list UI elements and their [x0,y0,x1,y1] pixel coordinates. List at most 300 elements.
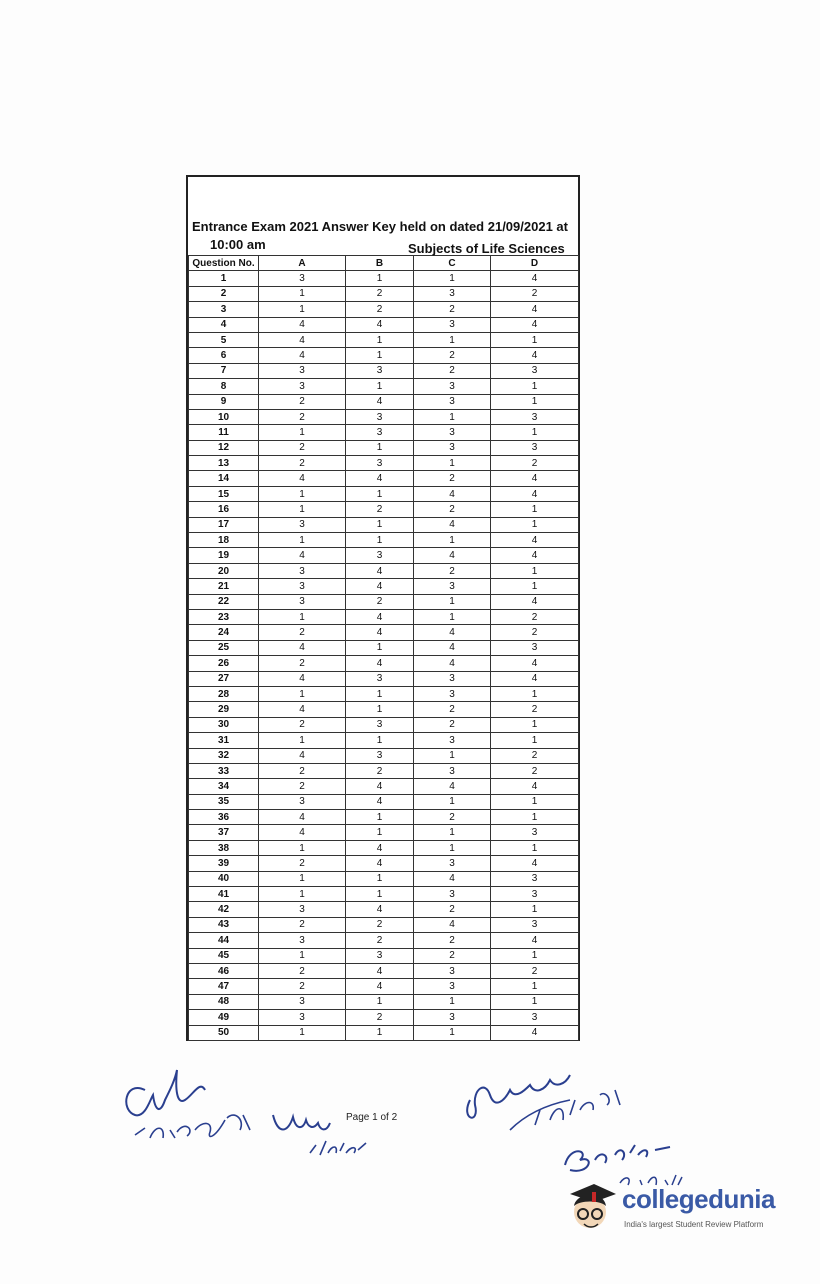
answer-c-cell: 3 [414,733,491,748]
answer-c-cell: 1 [414,409,491,424]
table-row [189,702,579,717]
answer-d-cell: 3 [491,640,579,655]
answer-c-cell: 3 [414,440,491,455]
answer-c-cell: 2 [414,702,491,717]
question-number-cell: 47 [189,979,259,994]
answer-c-cell: 1 [414,456,491,471]
answer-c-cell: 4 [414,548,491,563]
answer-d-cell: 3 [491,363,579,378]
answer-c-cell: 1 [414,794,491,809]
question-number-cell: 2 [189,286,259,301]
question-number-cell: 30 [189,717,259,732]
answer-a-cell: 4 [259,810,346,825]
answer-c-cell: 3 [414,856,491,871]
table-row [189,748,579,763]
answer-a-cell: 2 [259,856,346,871]
question-number-cell: 29 [189,702,259,717]
question-number-cell: 43 [189,917,259,932]
answer-c-cell: 1 [414,594,491,609]
question-number-cell: 38 [189,840,259,855]
table-row [189,979,579,994]
answer-c-cell: 1 [414,994,491,1009]
answer-c-cell: 3 [414,671,491,686]
answer-a-cell: 4 [259,702,346,717]
answer-a-cell: 4 [259,825,346,840]
answer-b-cell: 2 [346,594,414,609]
mascot-icon [566,1180,622,1236]
table-row [189,517,579,532]
table-row [189,963,579,978]
answer-a-cell: 3 [259,994,346,1009]
question-number-cell: 5 [189,332,259,347]
answer-d-cell: 1 [491,902,579,917]
question-number-cell: 35 [189,794,259,809]
table-row [189,579,579,594]
question-number-cell: 12 [189,440,259,455]
table-row [189,363,579,378]
answer-b-cell: 4 [346,963,414,978]
signature-3 [455,1060,645,1140]
answer-b-cell: 2 [346,763,414,778]
answer-c-cell: 3 [414,1010,491,1025]
answer-d-cell: 4 [491,486,579,501]
answer-c-cell: 4 [414,486,491,501]
answer-a-cell: 2 [259,409,346,424]
answer-b-cell: 3 [346,363,414,378]
answer-key-table [188,255,579,1041]
table-row [189,856,579,871]
answer-a-cell: 1 [259,686,346,701]
answer-c-cell: 3 [414,887,491,902]
answer-b-cell: 1 [346,702,414,717]
answer-c-cell: 3 [414,379,491,394]
answer-c-cell: 3 [414,763,491,778]
answer-a-cell: 1 [259,1025,346,1040]
answer-a-cell: 4 [259,317,346,332]
answer-b-cell: 3 [346,671,414,686]
answer-c-cell: 3 [414,425,491,440]
answer-c-cell: 2 [414,363,491,378]
answer-a-cell: 2 [259,779,346,794]
question-number-cell: 34 [189,779,259,794]
question-number-cell: 20 [189,563,259,578]
answer-c-cell: 2 [414,902,491,917]
answer-d-cell: 1 [491,733,579,748]
answer-b-cell: 2 [346,1010,414,1025]
answer-a-cell: 2 [259,917,346,932]
answer-d-cell: 4 [491,533,579,548]
answer-c-cell: 2 [414,948,491,963]
answer-b-cell: 1 [346,686,414,701]
table-row [189,317,579,332]
question-number-cell: 24 [189,625,259,640]
column-header-c: C [414,256,491,271]
question-number-cell: 40 [189,871,259,886]
answer-d-cell: 2 [491,763,579,778]
answer-b-cell: 2 [346,933,414,948]
question-number-cell: 23 [189,609,259,624]
answer-b-cell: 4 [346,840,414,855]
question-number-cell: 4 [189,317,259,332]
question-number-cell: 15 [189,486,259,501]
question-number-cell: 41 [189,887,259,902]
answer-b-cell: 3 [346,548,414,563]
answer-b-cell: 4 [346,779,414,794]
answer-d-cell: 3 [491,440,579,455]
question-number-cell: 16 [189,502,259,517]
table-row [189,933,579,948]
answer-b-cell: 4 [346,902,414,917]
question-number-cell: 17 [189,517,259,532]
table-row [189,671,579,686]
answer-d-cell: 3 [491,917,579,932]
exam-subject: Subjects of Life Sciences [408,241,565,256]
answer-a-cell: 3 [259,902,346,917]
answer-d-cell: 1 [491,979,579,994]
question-number-cell: 33 [189,763,259,778]
answer-d-cell: 4 [491,271,579,286]
answer-d-cell: 1 [491,840,579,855]
answer-d-cell: 4 [491,317,579,332]
answer-d-cell: 4 [491,671,579,686]
answer-a-cell: 1 [259,425,346,440]
table-row [189,440,579,455]
answer-d-cell: 4 [491,471,579,486]
answer-d-cell: 1 [491,794,579,809]
page-number: Page 1 of 2 [346,1112,398,1123]
answer-c-cell: 4 [414,871,491,886]
answer-c-cell: 2 [414,717,491,732]
answer-a-cell: 1 [259,486,346,501]
table-row [189,994,579,1009]
table-row [189,871,579,886]
question-number-cell: 48 [189,994,259,1009]
answer-b-cell: 1 [346,1025,414,1040]
table-row [189,948,579,963]
answer-d-cell: 2 [491,748,579,763]
answer-a-cell: 2 [259,963,346,978]
answer-a-cell: 4 [259,671,346,686]
table-row [189,409,579,424]
answer-c-cell: 2 [414,933,491,948]
answer-a-cell: 2 [259,979,346,994]
signature-2 [268,1095,388,1165]
answer-b-cell: 1 [346,871,414,886]
answer-key-sheet [186,175,580,1041]
question-number-cell: 19 [189,548,259,563]
answer-c-cell: 2 [414,563,491,578]
table-row [189,286,579,301]
answer-d-cell: 4 [491,594,579,609]
table-row [189,471,579,486]
answer-b-cell: 1 [346,887,414,902]
answer-b-cell: 2 [346,502,414,517]
answer-b-cell: 1 [346,733,414,748]
question-number-cell: 32 [189,748,259,763]
answer-c-cell: 4 [414,625,491,640]
answer-c-cell: 4 [414,640,491,655]
question-number-cell: 7 [189,363,259,378]
answer-c-cell: 2 [414,471,491,486]
answer-c-cell: 3 [414,286,491,301]
answer-b-cell: 4 [346,979,414,994]
answer-d-cell: 1 [491,563,579,578]
table-row [189,902,579,917]
answer-d-cell: 4 [491,302,579,317]
answer-d-cell: 2 [491,702,579,717]
question-number-cell: 25 [189,640,259,655]
table-row [189,394,579,409]
answer-d-cell: 1 [491,502,579,517]
question-number-cell: 37 [189,825,259,840]
answer-c-cell: 4 [414,779,491,794]
table-row [189,548,579,563]
table-row [189,917,579,932]
answer-a-cell: 1 [259,840,346,855]
table-row [189,563,579,578]
table-row [189,763,579,778]
collegedunia-logo [566,1180,786,1240]
answer-a-cell: 1 [259,502,346,517]
answer-a-cell: 3 [259,1010,346,1025]
column-header-a: A [259,256,346,271]
answer-c-cell: 1 [414,748,491,763]
answer-a-cell: 1 [259,733,346,748]
answer-d-cell: 2 [491,286,579,301]
answer-a-cell: 1 [259,887,346,902]
answer-b-cell: 4 [346,609,414,624]
answer-b-cell: 2 [346,302,414,317]
answer-c-cell: 1 [414,332,491,347]
answer-a-cell: 3 [259,271,346,286]
question-number-cell: 18 [189,533,259,548]
question-number-cell: 9 [189,394,259,409]
answer-c-cell: 3 [414,686,491,701]
table-row [189,887,579,902]
answer-a-cell: 1 [259,533,346,548]
answer-b-cell: 3 [346,409,414,424]
answer-a-cell: 4 [259,640,346,655]
table-row [189,271,579,286]
question-number-cell: 27 [189,671,259,686]
answer-a-cell: 1 [259,948,346,963]
answer-b-cell: 4 [346,563,414,578]
table-header-row [189,256,579,271]
table-row [189,686,579,701]
question-number-cell: 10 [189,409,259,424]
answer-a-cell: 2 [259,440,346,455]
question-number-cell: 26 [189,656,259,671]
answer-b-cell: 4 [346,317,414,332]
answer-b-cell: 3 [346,425,414,440]
answer-d-cell: 1 [491,332,579,347]
answer-a-cell: 4 [259,748,346,763]
answer-c-cell: 1 [414,533,491,548]
question-number-cell: 50 [189,1025,259,1040]
answer-b-cell: 1 [346,825,414,840]
answer-a-cell: 2 [259,625,346,640]
table-row [189,348,579,363]
answer-b-cell: 3 [346,456,414,471]
answer-b-cell: 1 [346,379,414,394]
answer-c-cell: 4 [414,656,491,671]
answer-c-cell: 1 [414,1025,491,1040]
column-header-d: D [491,256,579,271]
question-number-cell: 22 [189,594,259,609]
answer-b-cell: 4 [346,394,414,409]
question-number-cell: 46 [189,963,259,978]
answer-a-cell: 4 [259,548,346,563]
answer-b-cell: 4 [346,579,414,594]
answer-d-cell: 2 [491,963,579,978]
answer-b-cell: 4 [346,625,414,640]
table-row [189,456,579,471]
question-number-cell: 39 [189,856,259,871]
answer-d-cell: 1 [491,394,579,409]
answer-a-cell: 2 [259,717,346,732]
answer-a-cell: 3 [259,379,346,394]
logo-tagline: India's largest Student Review Platform [624,1220,764,1229]
logo-wordmark: collegedunia [622,1184,775,1214]
table-row [189,625,579,640]
answer-b-cell: 1 [346,517,414,532]
table-row [189,640,579,655]
answer-d-cell: 2 [491,625,579,640]
answer-b-cell: 4 [346,856,414,871]
answer-c-cell: 4 [414,517,491,532]
table-row [189,379,579,394]
question-number-cell: 8 [189,379,259,394]
answer-d-cell: 1 [491,948,579,963]
answer-b-cell: 2 [346,286,414,301]
answer-b-cell: 1 [346,533,414,548]
answer-d-cell: 1 [491,810,579,825]
answer-d-cell: 1 [491,717,579,732]
answer-a-cell: 3 [259,579,346,594]
answer-c-cell: 2 [414,302,491,317]
column-header-b: B [346,256,414,271]
table-row [189,594,579,609]
exam-title: Entrance Exam 2021 Answer Key held on dated 21/09/2021 at [192,219,568,234]
answer-a-cell: 1 [259,286,346,301]
answer-c-cell: 1 [414,609,491,624]
table-row [189,425,579,440]
answer-a-cell: 2 [259,656,346,671]
question-number-cell: 1 [189,271,259,286]
question-number-cell: 49 [189,1010,259,1025]
answer-a-cell: 3 [259,794,346,809]
answer-d-cell: 1 [491,686,579,701]
table-row [189,502,579,517]
answer-b-cell: 4 [346,794,414,809]
answer-d-cell: 1 [491,379,579,394]
table-row [189,1010,579,1025]
answer-d-cell: 4 [491,656,579,671]
signature-1 [115,1060,265,1150]
table-row [189,609,579,624]
answer-d-cell: 4 [491,779,579,794]
question-number-cell: 36 [189,810,259,825]
table-row [189,794,579,809]
table-row [189,825,579,840]
answer-d-cell: 3 [491,871,579,886]
table-row [189,717,579,732]
answer-c-cell: 3 [414,317,491,332]
answer-d-cell: 4 [491,933,579,948]
answer-d-cell: 2 [491,456,579,471]
answer-c-cell: 3 [414,394,491,409]
answer-b-cell: 1 [346,994,414,1009]
answer-a-cell: 1 [259,609,346,624]
answer-d-cell: 1 [491,579,579,594]
answer-b-cell: 2 [346,917,414,932]
answer-b-cell: 3 [346,748,414,763]
table-row [189,840,579,855]
answer-b-cell: 1 [346,348,414,363]
question-number-cell: 45 [189,948,259,963]
answer-d-cell: 1 [491,425,579,440]
table-row [189,1025,579,1040]
sheet-header [188,177,578,256]
answer-b-cell: 3 [346,948,414,963]
answer-d-cell: 4 [491,1025,579,1040]
answer-a-cell: 3 [259,517,346,532]
answer-a-cell: 3 [259,933,346,948]
answer-b-cell: 1 [346,640,414,655]
answer-c-cell: 3 [414,979,491,994]
answer-c-cell: 3 [414,579,491,594]
question-number-cell: 6 [189,348,259,363]
answer-d-cell: 4 [491,548,579,563]
table-row [189,656,579,671]
answer-b-cell: 1 [346,486,414,501]
question-number-cell: 13 [189,456,259,471]
question-number-cell: 3 [189,302,259,317]
answer-b-cell: 4 [346,656,414,671]
answer-b-cell: 1 [346,271,414,286]
answer-a-cell: 2 [259,763,346,778]
answer-c-cell: 2 [414,502,491,517]
answer-d-cell: 4 [491,348,579,363]
table-body [189,271,579,1041]
answer-a-cell: 3 [259,563,346,578]
answer-a-cell: 2 [259,394,346,409]
answer-c-cell: 3 [414,963,491,978]
answer-d-cell: 2 [491,609,579,624]
table-row [189,533,579,548]
answer-d-cell: 1 [491,994,579,1009]
answer-a-cell: 3 [259,363,346,378]
table-row [189,486,579,501]
table-row [189,332,579,347]
answer-a-cell: 4 [259,348,346,363]
answer-c-cell: 2 [414,348,491,363]
answer-b-cell: 1 [346,440,414,455]
question-number-cell: 31 [189,733,259,748]
answer-a-cell: 2 [259,456,346,471]
answer-a-cell: 1 [259,871,346,886]
answer-d-cell: 4 [491,856,579,871]
question-number-cell: 42 [189,902,259,917]
column-header-question: Question No. [189,256,259,271]
answer-c-cell: 1 [414,271,491,286]
answer-d-cell: 3 [491,409,579,424]
exam-time: 10:00 am [210,237,266,252]
table-row [189,810,579,825]
answer-a-cell: 3 [259,594,346,609]
answer-c-cell: 2 [414,810,491,825]
answer-c-cell: 4 [414,917,491,932]
